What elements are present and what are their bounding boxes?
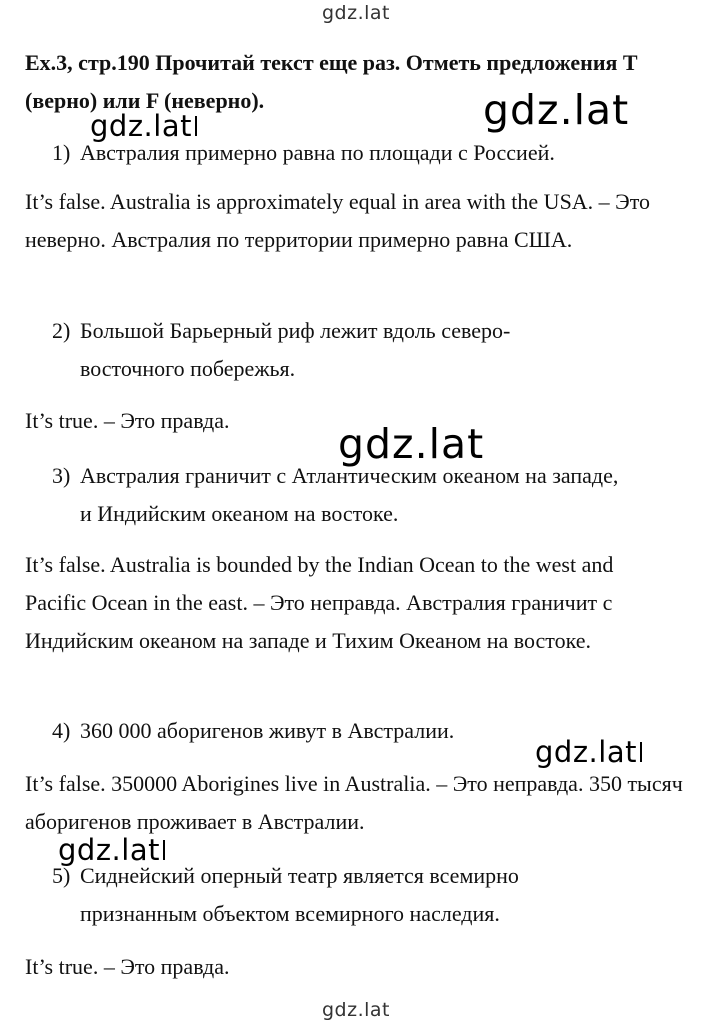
watermark-with-bar bbox=[535, 735, 642, 769]
watermark-large: gdz.lat bbox=[338, 420, 485, 468]
answer-5: It’s true. – Это правда. bbox=[25, 954, 230, 979]
item-number: 3) bbox=[52, 463, 71, 488]
answer-1: It’s false. Australia is approximately equal in area with the USA. – Это неверно. Австралия по территории примерно равна США. bbox=[25, 189, 651, 252]
watermark-bar bbox=[195, 116, 197, 136]
statement-text: Австралия примерно равна по площади с Россией. bbox=[80, 140, 555, 165]
watermark-bar bbox=[163, 840, 165, 860]
watermark-text: gdz.lat bbox=[58, 833, 160, 867]
watermark-text: gdz.lat bbox=[535, 735, 637, 769]
watermark-bar bbox=[640, 742, 642, 762]
item-number: 4) bbox=[52, 718, 71, 743]
statement-item-2 bbox=[52, 312, 592, 388]
statement-text: Сиднейский оперный театр является всемирно признанным объектом всемирного наследия. bbox=[80, 863, 519, 926]
watermark-with-bar bbox=[58, 833, 165, 867]
answer-3: It’s false. Australia is bounded by the Indian Ocean to the west and Pacific Ocean in the east. – Это неправда. Австралия граничит с Индийским океаном на западе и Тихим Океаном на востоке. bbox=[25, 552, 614, 653]
statement-text: 360 000 аборигенов живут в Австралии. bbox=[80, 718, 455, 743]
watermark-with-bar bbox=[90, 109, 197, 143]
item-number: 1) bbox=[52, 140, 71, 165]
answer-2: It’s true. – Это правда. bbox=[25, 408, 230, 433]
exercise-heading: Ex.3, стр.190 Прочитай текст еще раз. Отметь предложения T (верно) или F (неверно). bbox=[25, 50, 638, 113]
watermark-large: gdz.lat bbox=[483, 86, 630, 134]
watermark-text: gdz.lat bbox=[90, 109, 192, 143]
statement-item-3 bbox=[52, 457, 632, 533]
watermark-footer: gdz.lat bbox=[322, 999, 391, 1021]
statement-text: Австралия граничит с Атлантическим океаном на западе, и Индийским океаном на востоке. bbox=[80, 463, 619, 526]
item-number: 5) bbox=[52, 863, 71, 888]
answer-4: It’s false. 350000 Aborigines live in Australia. – Это неправда. 350 тысяч аборигенов проживает в Австралии. bbox=[25, 771, 683, 834]
item-number: 2) bbox=[52, 318, 71, 343]
statement-item-5 bbox=[52, 857, 592, 933]
statement-text: Большой Барьерный риф лежит вдоль северо-восточного побережья. bbox=[80, 318, 511, 381]
watermark-header: gdz.lat bbox=[322, 2, 391, 24]
